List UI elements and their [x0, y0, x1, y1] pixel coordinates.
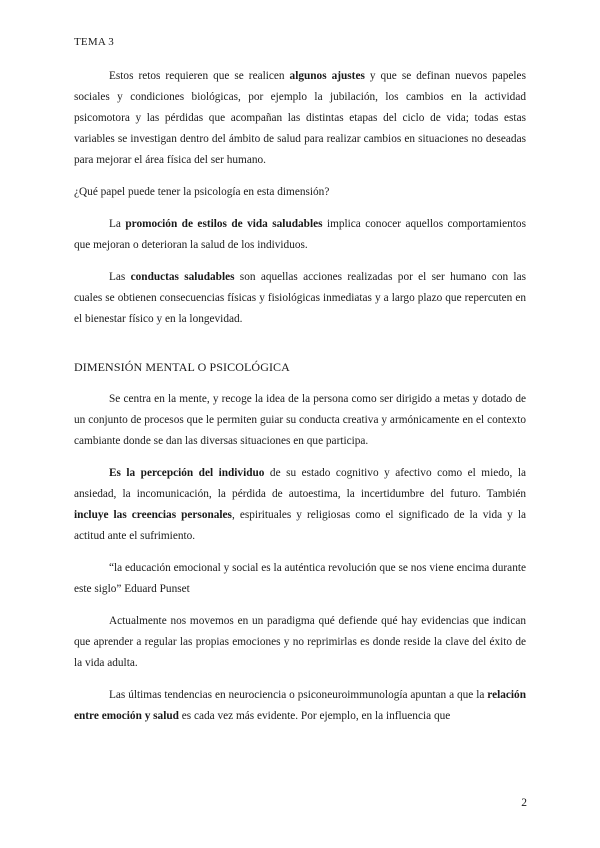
- page-number: 2: [521, 797, 527, 809]
- bold-text: relación entre emoción y salud: [74, 689, 526, 722]
- paragraph-neurociencia: [74, 685, 526, 727]
- paragraph-paradigma: Actualmente nos movemos en un paradigma qué defiende qué hay evidencias que indican que aprender a regular las propias emociones y no reprimirlas es donde reside la clave del éxito de la vida adulta.: [74, 615, 526, 669]
- quote-punset: “la educación emocional y social es la auténtica revolución que se nos viene encima durante este siglo” Eduard Punset: [74, 562, 526, 595]
- paragraph-conductas: [74, 267, 526, 330]
- text-run: Estos retos requieren que se realicen: [109, 70, 290, 82]
- text-run: implica conocer aquellos comportamientos que mejoran o deterioran la salud de los individuos.: [74, 218, 526, 251]
- bold-text: algunos ajustes: [289, 70, 365, 82]
- bold-text: promoción de estilos de vida saludables: [125, 218, 323, 230]
- paragraph-mente: Se centra en la mente, y recoge la idea de la persona como ser dirigido a metas y dotado de un conjunto de procesos que le permiten guiar su conducta creativa y armónicamente en el contexto cambiante donde se dan las diversas situaciones en que participa.: [74, 393, 526, 447]
- text-run: Las últimas tendencias en neurociencia o psiconeuroimmunología apuntan a que la: [109, 689, 488, 701]
- question-psicologia: ¿Qué papel puede tener la psicología en esta dimensión?: [74, 186, 330, 198]
- text-run: , espirituales y religiosas como el significado de la vida y la actitud ante el sufrimiento.: [74, 509, 526, 542]
- text-run: son aquellas acciones realizadas por el ser humano con las cuales se obtienen consecuencias físicas y fisiológicas inmediatas y a largo plazo que repercuten en el bienestar físico y en la longevidad.: [74, 271, 526, 325]
- text-run: de su estado cognitivo y afectivo como el miedo, la ansiedad, la incomunicación, la pérdida de autoestima, la incertidumbre del futuro. También: [74, 467, 526, 500]
- bold-text: incluye las creencias personales: [74, 509, 232, 521]
- section-heading: DIMENSIÓN MENTAL O PSICOLÓGICA: [74, 360, 290, 374]
- text-run: y que se definan nuevos papeles sociales y condiciones biológicas, por ejemplo la jubilación, los cambios en la actividad psicomotora y las pérdidas que acompañan las distintas etapas del ciclo de vida; todas estas variables se investigan dentro del ámbito de salud para realizar cambios en situaciones no deseadas para mejorar el área física del ser humano.: [74, 70, 526, 166]
- text-run: Las: [109, 271, 131, 283]
- bold-text: conductas saludables: [130, 271, 235, 283]
- document-body: [74, 66, 526, 738]
- paragraph-ajustes: [74, 66, 526, 171]
- text-run: La: [109, 218, 126, 230]
- paragraph-promocion: [74, 214, 526, 256]
- text-run: es cada vez más evidente. Por ejemplo, en la influencia que: [178, 710, 451, 722]
- bold-text: Es la percepción del individuo: [109, 467, 265, 479]
- paragraph-percepcion: [74, 463, 526, 547]
- page-header: TEMA 3: [74, 36, 115, 48]
